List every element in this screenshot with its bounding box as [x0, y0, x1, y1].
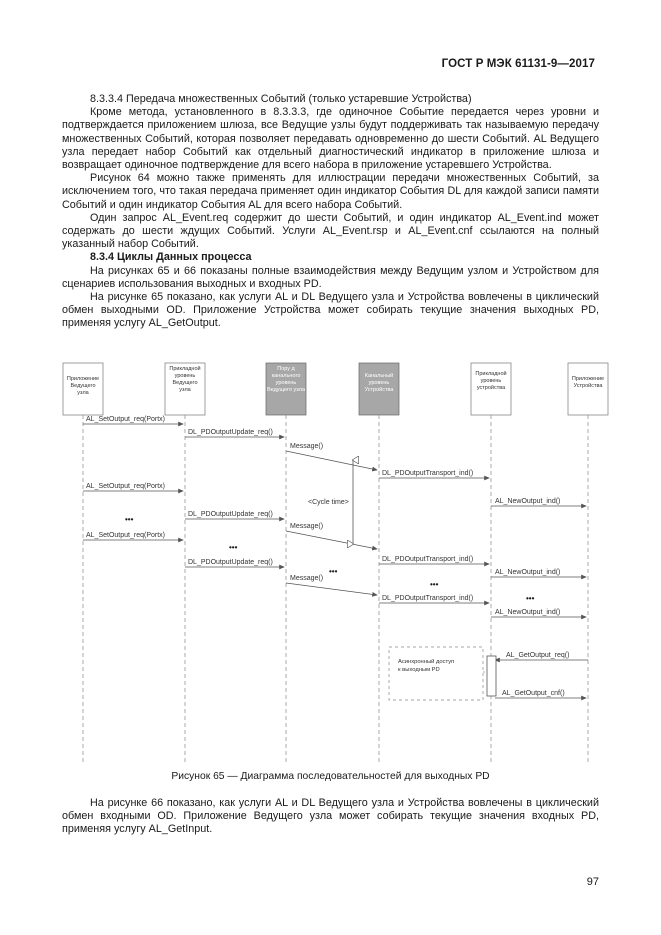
async-note-box: [389, 647, 483, 700]
msg-label: DL_PDOutputUpdate_req(): [188, 429, 273, 436]
msg-label: Message(): [290, 523, 324, 530]
paragraph: На рисунке 66 показано, как услуги AL и DL Ведущего узла и Устройства вовлечены в циклический обмен входными OD. Приложение Ведущего узла может собирать текущие значения входных PD, применяя услугу AL_GetInput.: [62, 797, 599, 836]
lifeline-master-al: [165, 363, 205, 415]
msg-arrow: [286, 531, 377, 549]
async-note-line1: Асинхронный доступ: [398, 659, 455, 665]
svg-text:канального: канального: [271, 373, 301, 379]
msg-label: DL_PDOutputUpdate_req(): [188, 511, 273, 518]
svg-text:Прикладной: Прикладной: [169, 366, 201, 372]
paragraph: Кроме метода, установленного в 8.3.3.3, где одиночное Событие передается через уровни и подтверждается приложением шлюза, все Ведущие узлы будут поддерживать так называемую передачу множественных Событий, которая позволяет передавать одновременно до шести Событий. AL Ведущего узла передает набор Событий как отдельный диагностический индикатор в приложение шлюза и возвращает одиночное подтверждение для всего набора в приложение устаревшего Устройства.: [62, 106, 599, 172]
standard-header: ГОСТ Р МЭК 61131-9—2017: [441, 58, 595, 70]
msg-label: AL_SetOutput_req(Portx): [86, 483, 165, 490]
svg-text:Приложение: Приложение: [571, 376, 605, 382]
svg-text:Ведущего: Ведущего: [172, 380, 198, 386]
msg-label: DL_PDOutputTransport_ind(): [382, 470, 474, 477]
ellipsis: •••: [329, 567, 338, 576]
msg-label: DL_PDOutputUpdate_req(): [188, 559, 273, 566]
body-text-bottom: [62, 797, 599, 837]
svg-text:уровень: уровень: [480, 378, 502, 384]
svg-text:Ведущего: Ведущего: [70, 383, 96, 389]
paragraph: Один запрос AL_Event.req содержит до шести Событий, и один индикатор AL_Event.ind может содержать до шести ждущих Событий. Услуги AL_Event.rsp и AL_Event.cnf ссылаются на полный указанный набор Событий.: [62, 211, 599, 251]
svg-text:Ведущего узла: Ведущего узла: [266, 387, 306, 393]
svg-text:Устройства: Устройства: [364, 387, 394, 393]
svg-text:Пору д: Пору д: [277, 366, 295, 372]
ellipsis: •••: [430, 580, 439, 589]
paragraph: На рисунках 65 и 66 показаны полные взаимодействия между Ведущим узлом и Устройством для сценариев использования выходных и входных PD.: [62, 264, 599, 290]
lifeline-master-application: [63, 363, 103, 415]
svg-text:узла: узла: [179, 387, 191, 393]
msg-label: AL_NewOutput_ind(): [495, 609, 561, 616]
msg-label: AL_GetOutput_cnf(): [502, 690, 565, 697]
msg-label: AL_NewOutput_ind(): [495, 498, 561, 505]
figure-caption: Рисунок 65 — Диаграмма последовательностей для выходных PD: [171, 771, 490, 782]
activation-bar: [487, 656, 496, 696]
ellipsis: •••: [125, 515, 134, 524]
page-number: 97: [586, 876, 599, 888]
lifeline-device-al: [471, 363, 511, 415]
paragraph: На рисунке 65 показано, как услуги AL и DL Ведущего узла и Устройства вовлечены в циклический обмен выходными OD. Приложение Устройства может собирать текущие значения выходных PD, применяя услугу AL_GetOutput.: [62, 291, 599, 330]
msg-label: AL_SetOutput_req(Portx): [86, 416, 165, 423]
svg-text:устройства: устройства: [476, 385, 506, 391]
msg-label: DL_PDOutputTransport_ind(): [382, 595, 474, 602]
msg-arrow: [286, 583, 377, 595]
sequence-diagram: [62, 360, 610, 770]
msg-arrow: [286, 451, 377, 470]
msg-label: Message(): [290, 575, 324, 582]
lifeline-master-dl: [266, 363, 306, 415]
svg-text:Приложение: Приложение: [66, 376, 100, 382]
msg-label: DL_PDOutputTransport_ind(): [382, 556, 474, 563]
msg-label: AL_NewOutput_ind(): [495, 569, 561, 576]
section-8-3-3-4-title: 8.3.3.4 Передача множественных Событий (только устаревшие Устройства): [90, 93, 472, 105]
svg-text:Прикладной: Прикладной: [475, 371, 507, 377]
svg-text:Канальный: Канальный: [364, 373, 394, 379]
svg-text:Устройства: Устройства: [573, 383, 603, 389]
msg-label: Message(): [290, 443, 324, 450]
msg-label: AL_SetOutput_req(Portx): [86, 532, 165, 539]
svg-text:уровень: уровень: [275, 380, 297, 386]
svg-text:узла: узла: [77, 390, 89, 396]
async-note-line2: к выходным PD: [398, 667, 440, 673]
paragraph: Рисунок 64 можно также применять для иллюстрации передачи множественных Событий, за исключением того, что такая передача применяет один индикатор События DL для каждой записи памяти Событий и один индикатор События AL для всего набора Событий.: [62, 172, 599, 211]
body-text-top: [62, 93, 599, 331]
ellipsis: •••: [229, 543, 238, 552]
lifeline-device-application: [568, 363, 608, 415]
svg-text:уровень: уровень: [368, 380, 390, 386]
msg-label: AL_GetOutput_req(): [506, 652, 570, 659]
lifeline-lines: [83, 415, 588, 762]
cycle-time-label: <Cycle time>: [308, 499, 349, 506]
ellipsis: •••: [526, 594, 535, 603]
section-8-3-4-heading: 8.3.4 Циклы Данных процесса: [90, 251, 252, 264]
svg-text:уровень: уровень: [174, 373, 196, 379]
lifeline-device-dl: [359, 363, 399, 415]
